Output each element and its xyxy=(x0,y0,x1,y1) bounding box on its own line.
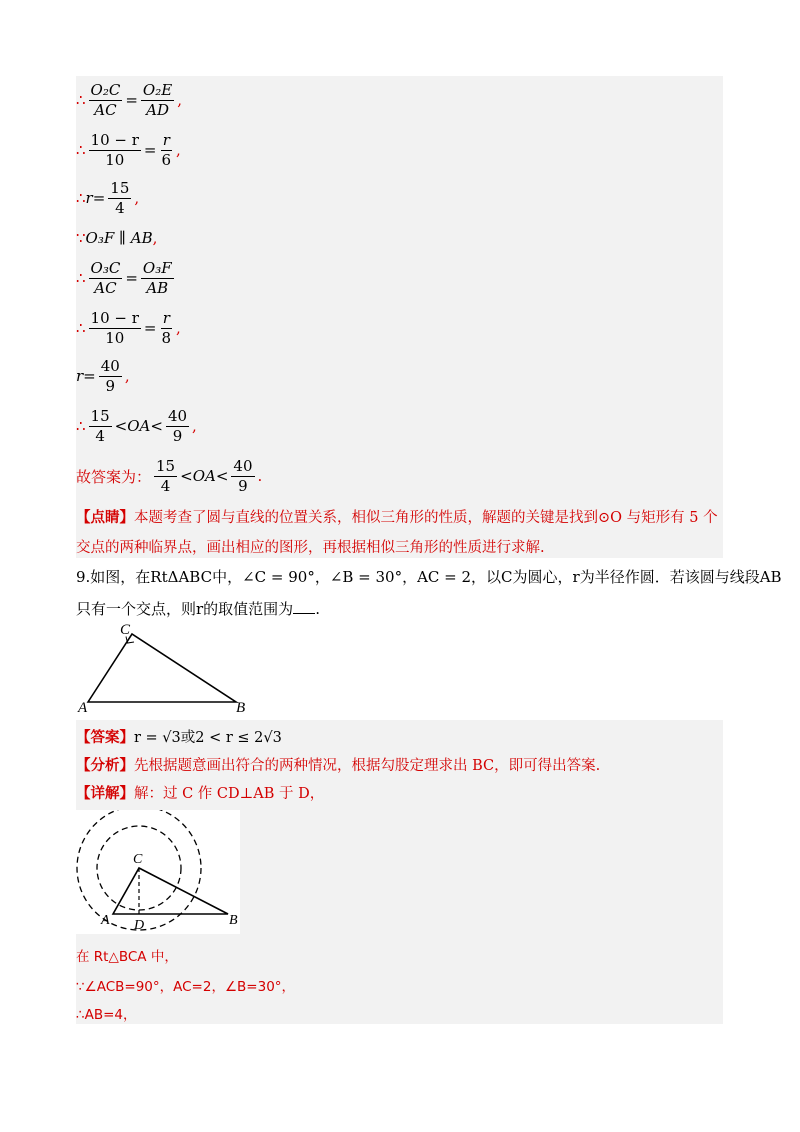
fraction-upper xyxy=(166,406,189,445)
fraction-right xyxy=(160,308,174,347)
answer-prefix: 故答案为： xyxy=(76,467,152,486)
triangle-shape xyxy=(88,634,236,702)
label-c: C xyxy=(133,852,143,867)
numerator: O₂E xyxy=(142,80,173,99)
denominator: AC xyxy=(94,278,117,297)
label-a: A xyxy=(101,913,110,928)
comment-text: 本题考查了圆与直线的位置关系，相似三角形的性质，解题的关键是找到⊙O 与矩形有 5 个交点的两种临界点，画出相应的图形，再根据相似三角形的性质进行求解. xyxy=(76,510,718,556)
label-b: B xyxy=(236,700,246,716)
question-9-line-2: 只有一个交点，则r的取值范围为 . xyxy=(76,600,320,618)
denominator: AC xyxy=(94,100,117,119)
formula-line-8 xyxy=(76,406,197,446)
formula-line-2 xyxy=(76,130,181,170)
variable: r xyxy=(85,189,93,207)
denominator: AD xyxy=(146,100,169,119)
analysis-line xyxy=(76,752,600,776)
fraction-upper xyxy=(231,456,254,495)
numerator: 10 − r xyxy=(90,130,139,149)
numerator: 40 xyxy=(167,406,188,425)
equals-sign: = xyxy=(83,367,96,385)
answer-text: r = √3或2 < r ≤ 2√3 xyxy=(134,729,282,746)
answer-blank xyxy=(293,601,315,614)
therefore-symbol: ∴ xyxy=(76,417,86,435)
answer-label: 【答案】 xyxy=(76,728,134,746)
numerator: O₃F xyxy=(142,258,172,277)
therefore-symbol: ∴ xyxy=(76,269,86,287)
numerator: 40 xyxy=(100,356,120,375)
fraction-lower xyxy=(154,456,177,495)
numerator: r xyxy=(162,130,170,149)
because-symbol: ∵ xyxy=(76,229,86,247)
comma: , xyxy=(176,141,181,159)
denominator: 10 xyxy=(105,150,125,169)
variable: OA xyxy=(192,467,216,485)
equals-sign: = xyxy=(92,189,106,207)
numerator: 15 xyxy=(90,406,110,425)
label-d: D xyxy=(134,918,145,933)
fraction xyxy=(99,356,122,395)
detail-line xyxy=(76,780,324,804)
comma: , xyxy=(152,229,158,247)
formula-line-9 xyxy=(76,456,262,496)
equals-sign: = xyxy=(143,141,157,159)
therefore-symbol: ∴ xyxy=(76,91,86,109)
label-c: C xyxy=(120,622,131,638)
analysis-text: 先根据题意画出符合的两种情况，根据勾股定理求出 BC，即可得出答案. xyxy=(134,757,601,774)
numerator: 15 xyxy=(156,456,176,475)
therefore-symbol: ∴ xyxy=(76,141,86,159)
step-text: ∵∠ACB=90°，AC=2，∠B=30°， xyxy=(76,979,296,995)
less-than: < xyxy=(150,417,163,435)
formula-line-7 xyxy=(76,356,130,396)
formula-line-3 xyxy=(76,178,139,218)
fraction-right xyxy=(141,258,174,297)
denominator: 9 xyxy=(238,476,248,495)
period: . xyxy=(257,467,263,485)
numerator: 10 − r xyxy=(90,308,139,327)
denominator: AB xyxy=(146,278,169,297)
analysis-label: 【分析】 xyxy=(76,756,134,774)
answer-line xyxy=(76,722,282,750)
parallel-statement: O₃F ∥ AB xyxy=(85,229,153,247)
equals-sign: = xyxy=(125,269,138,287)
less-than: < xyxy=(114,417,128,435)
denominator: 10 xyxy=(105,328,125,347)
less-than: < xyxy=(215,467,229,485)
comment-paragraph xyxy=(76,503,726,563)
numerator: r xyxy=(162,308,170,327)
triangle-figure xyxy=(74,622,254,718)
step-line-2 xyxy=(76,974,295,996)
comma: , xyxy=(124,367,130,385)
question-text: 只有一个交点，则r的取值范围为 xyxy=(76,600,294,618)
step-text: 在 Rt△BCA 中， xyxy=(76,949,178,965)
step-text: ∴AB=4， xyxy=(76,1007,137,1023)
fraction-left xyxy=(89,130,141,169)
denominator: 8 xyxy=(161,328,172,347)
question-9-line-1 xyxy=(76,566,782,587)
numerator: O₃C xyxy=(90,258,121,277)
label-a: A xyxy=(78,700,88,716)
comma: , xyxy=(176,319,181,337)
therefore-symbol: ∴ xyxy=(76,319,86,337)
equals-sign: = xyxy=(125,91,138,109)
label-b: B xyxy=(229,913,238,928)
variable: r xyxy=(76,367,84,385)
formula-line-1 xyxy=(76,80,182,120)
comma: , xyxy=(192,417,197,435)
formula-line-5 xyxy=(76,258,177,298)
comment-label: 【点睛】 xyxy=(76,509,134,526)
question-text: 9.如图，在RtΔABC中，∠C = 90°，∠B = 30°，AC = 2，以C为圆心，r为半径作圆．若该圆与线段AB xyxy=(76,568,782,586)
numerator: 40 xyxy=(233,456,253,475)
equals-sign: = xyxy=(143,319,157,337)
denominator: 4 xyxy=(115,198,125,217)
formula-line-6 xyxy=(76,308,181,348)
comma: , xyxy=(177,91,182,109)
fraction-left xyxy=(89,80,123,119)
less-than: < xyxy=(180,467,193,485)
numerator: 15 xyxy=(110,178,130,197)
fraction-left xyxy=(89,258,123,297)
step-line-3 xyxy=(76,1002,137,1024)
formula-line-4 xyxy=(76,226,157,250)
fraction xyxy=(108,178,131,217)
detail-label: 【详解】 xyxy=(76,784,134,802)
step-line-1 xyxy=(76,944,178,966)
circles-figure xyxy=(76,810,240,934)
variable: OA xyxy=(127,417,151,435)
fraction-right xyxy=(160,130,174,169)
comma: , xyxy=(134,189,140,207)
denominator: 9 xyxy=(105,376,116,395)
denominator: 4 xyxy=(95,426,105,445)
denominator: 4 xyxy=(160,476,171,495)
therefore-symbol: ∴ xyxy=(76,189,86,207)
denominator: 9 xyxy=(172,426,183,445)
fraction-left xyxy=(89,308,141,347)
denominator: 6 xyxy=(161,150,172,169)
fraction-lower xyxy=(89,406,112,445)
detail-text: 解：过 C 作 CD⊥AB 于 D， xyxy=(134,785,325,802)
fraction-right xyxy=(141,80,174,119)
numerator: O₂C xyxy=(90,80,121,99)
